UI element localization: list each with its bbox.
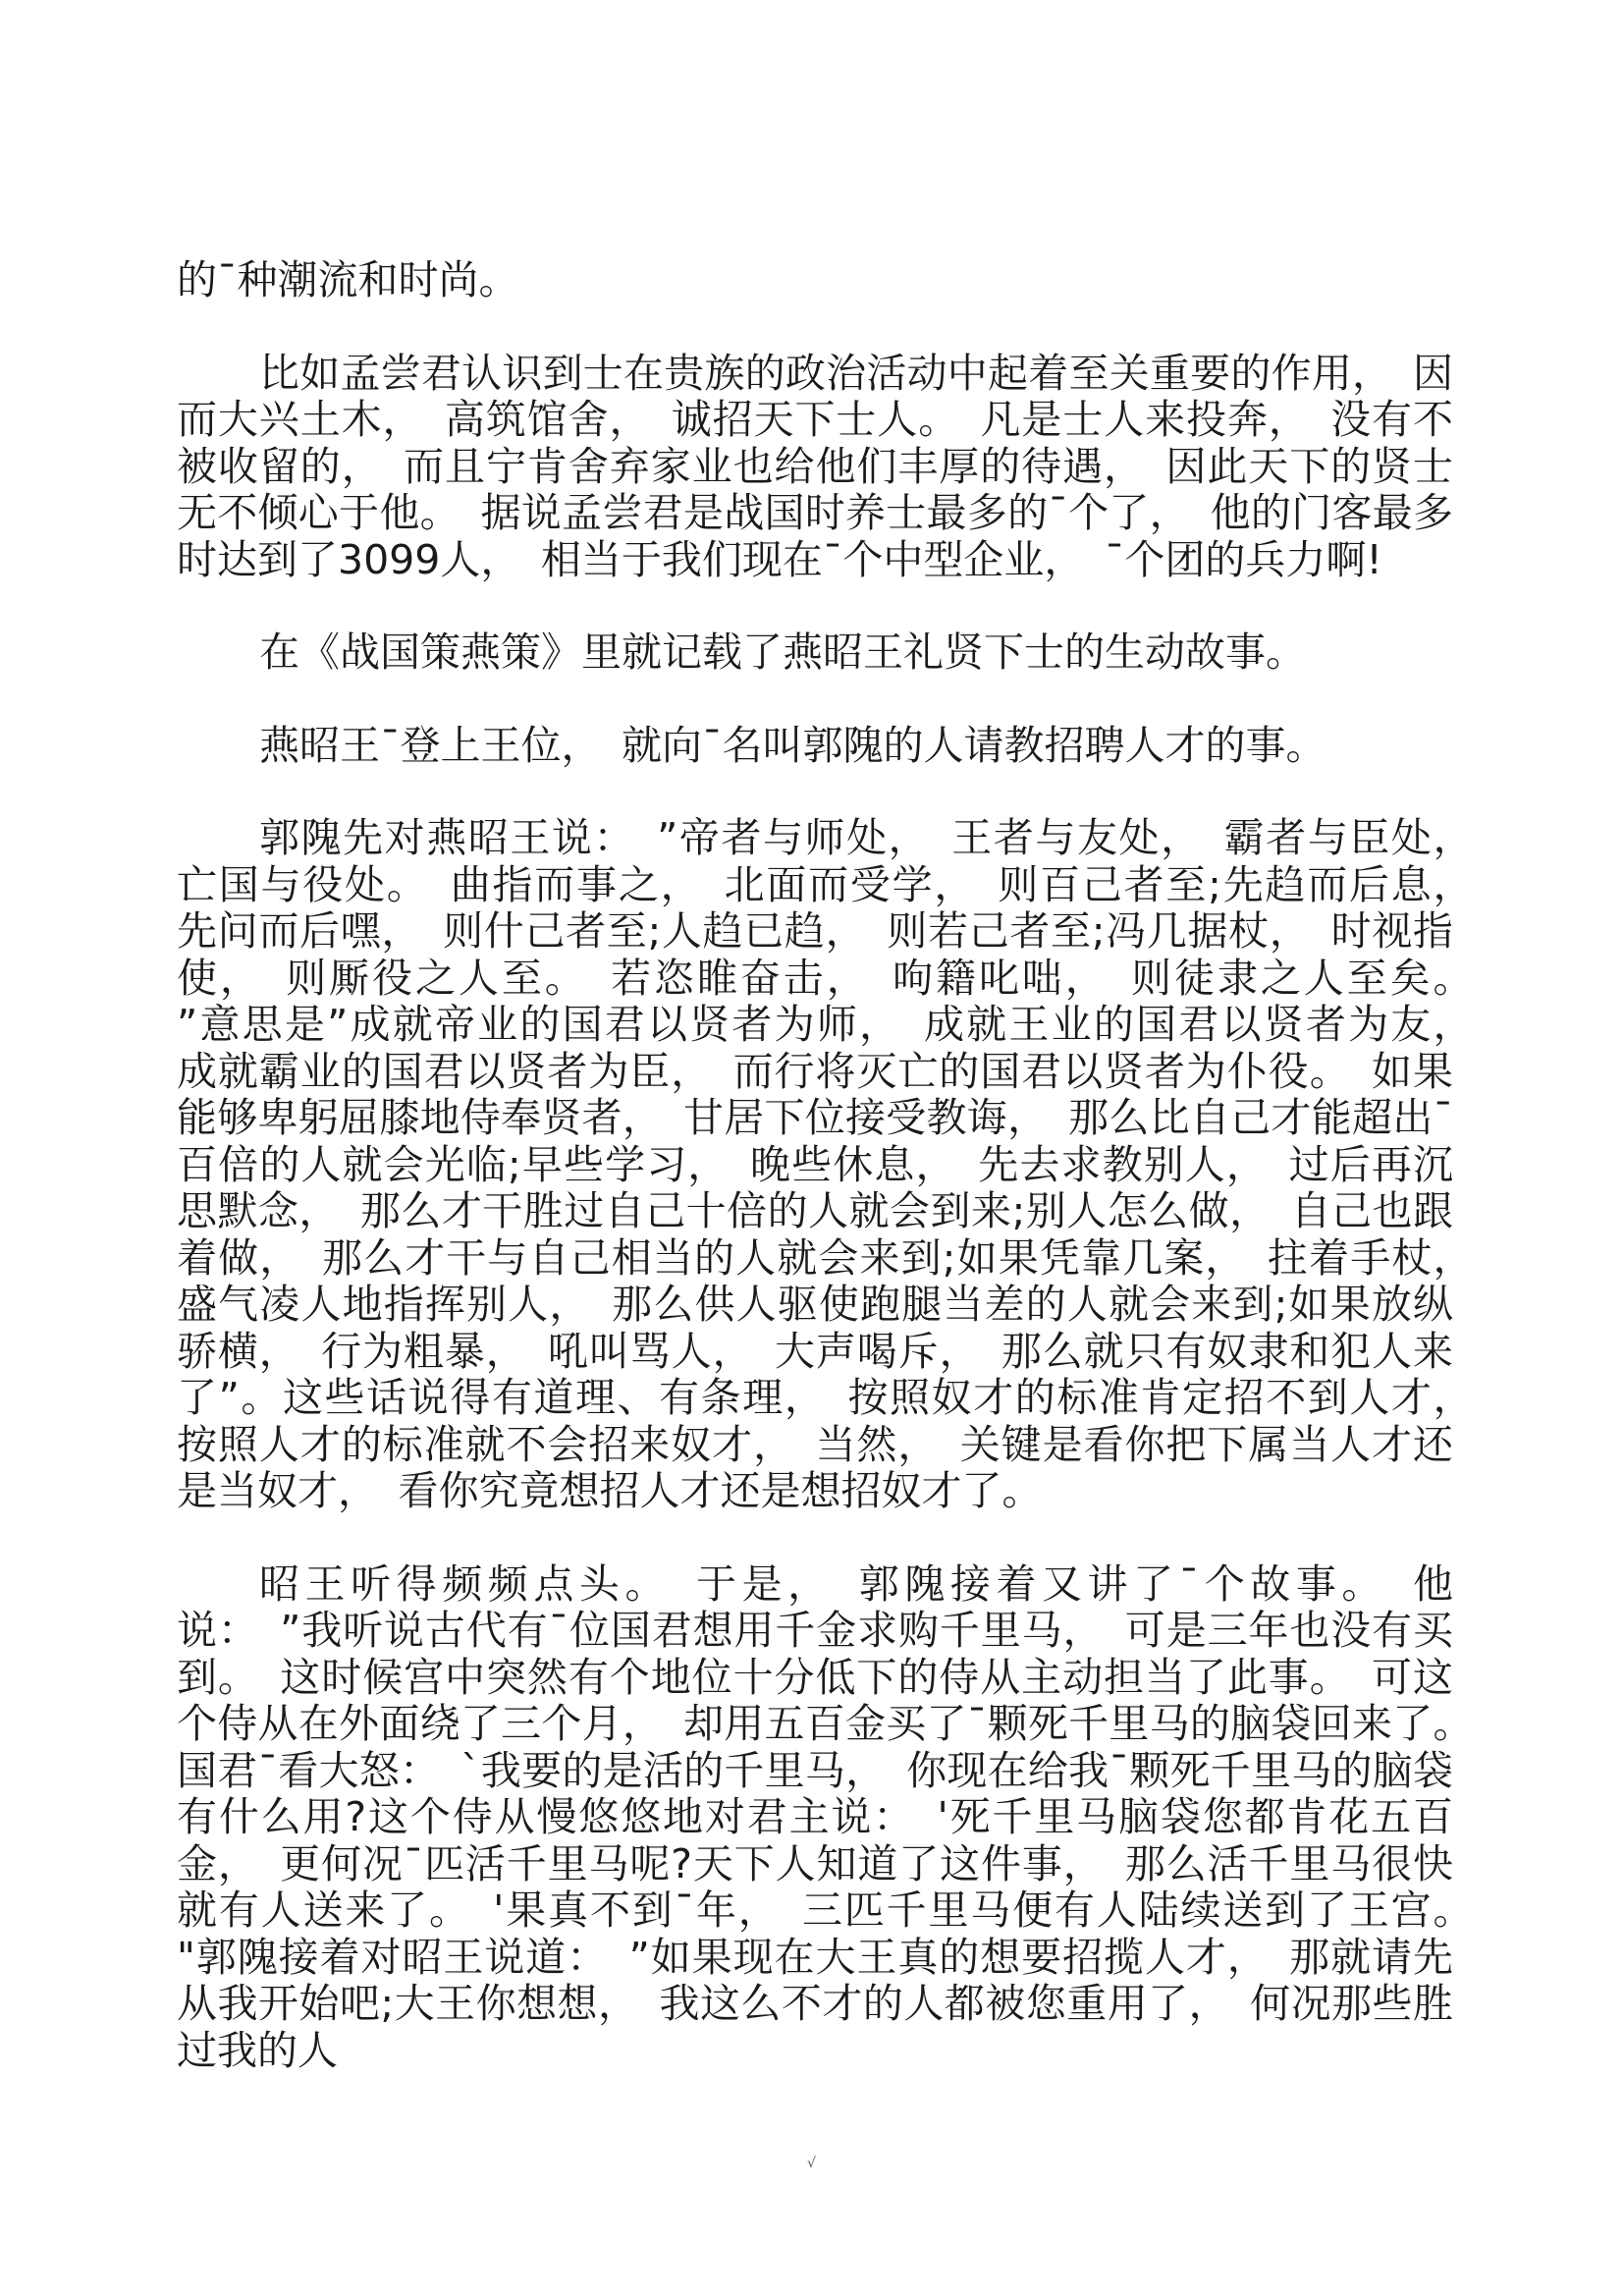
- paragraph-6: 昭王听得频频点头。 于是， 郭隗接着又讲了¯个故事。 他说： ”我听说古代有¯位国君想用千金求购千里马， 可是三年也没有买到。 这时候宫中突然有个地位十分低下的侍从主动担当了此事。 可这个侍从在外面绕了三个月， 却用五百金买了¯颗死千里马的脑袋回来了。 国君¯看大怒： `我要的是活的千里马， 你现在给我¯颗死千里马的脑袋有什么用?这个侍从慢悠悠地对君主说： '死千里马脑袋您都肯花五百金， 更何况¯匹活千里马呢?天下人知道了这件事， 那么活千里马很快就有人送来了。 '果真不到¯年， 三匹千里马便有人陆续送到了王宫。 "郭隗接着对昭王说道： ”如果现在大王真的想要招揽人才， 那就请先从我开始吧;大王你想想， 我这么不才的人都被您重用了， 何况那些胜过我的人: [177, 1559, 1493, 2074]
- paragraph-5: 郭隗先对燕昭王说： ”帝者与师处， 王者与友处， 霸者与臣处， 亡国与役处。 曲指而事之， 北面而受学， 则百己者至;先趋而后息， 先问而后嘿， 则什己者至;人趋已趋， 则若己者至;冯几据杖， 时视指使， 则厮役之人至。 若恣睢奋击， 呴籍叱咄， 则徒隶之人至矣。 ”意思是”成就帝业的国君以贤者为师， 成就王业的国君以贤者为友， 成就霸业的国君以贤者为臣， 而行将灭亡的国君以贤者为仆役。 如果能够卑躬屈膝地侍奉贤者， 甘居下位接受教诲， 那么比自己才能超出¯百倍的人就会光临;早些学习， 晚些休息， 先去求教别人， 过后再沉思默念， 那么才干胜过自己十倍的人就会到来;别人怎么做， 自己也跟着做， 那么才干与自己相当的人就会来到;如果凭靠几案， 拄着手杖， 盛气凌人地指挥别人， 那么供人驱使跑腿当差的人就会来到;如果放纵骄横， 行为粗暴， 吼叫骂人， 大声喝斥， 那么就只有奴隶和犯人来了”。这些话说得有道理、有条理， 按照奴才的标准肯定招不到人才， 按照人才的标准就不会招来奴才， 当然， 关键是看你把下属当人才还是当奴才， 看你究竟想招人才还是想招奴才了。: [177, 814, 1493, 1514]
- paragraph-2: 比如孟尝君认识到士在贵族的政治活动中起着至关重要的作用， 因而大兴土木， 高筑馆舍， 诚招天下士人。 凡是士人来投奔， 没有不被收留的， 而且宁肯舍弃家业也给他们丰厚的待遇， 因此天下的贤士无不倾心于他。 据说孟尝君是战国时养士最多的¯个了， 他的门客最多时达到了3099人， 相当于我们现在¯个中型企业， ¯个团的兵力啊!: [177, 349, 1453, 583]
- paragraph-1: 的¯种潮流和时尚。: [177, 256, 519, 303]
- body-text: [177, 256, 1493, 2120]
- page-number: √: [807, 2156, 816, 2171]
- paragraph-3: 在《战国策燕策》里就记载了燕昭王礼贤下士的生动故事。: [259, 629, 1306, 676]
- paragraph-4: 燕昭王¯登上王位， 就向¯名叫郭隗的人请教招聘人才的事。: [259, 721, 1326, 769]
